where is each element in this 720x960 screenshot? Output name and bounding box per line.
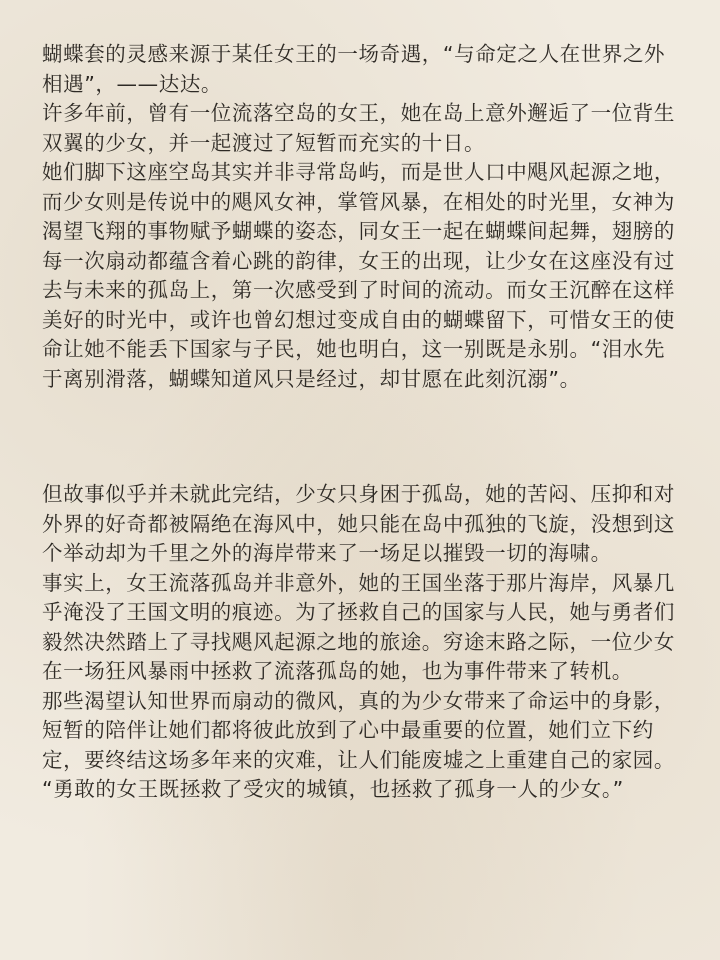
paragraph: “勇敢的女王既拯救了受灾的城镇，也拯救了孤身一人的少女。”: [42, 777, 624, 801]
section-gap: [42, 394, 684, 480]
paragraph: 蝴蝶套的灵感来源于某任女王的一场奇遇，“与命定之人在世界之外相遇”，——达达。: [42, 42, 666, 96]
paragraph: 那些渴望认知世界而扇动的微风，真的为少女带来了命运中的身影，短暂的陪伴让她们都将彼此放到了心中最重要的位置，她们立下约定，要终结这场多年来的灾难，让人们能废墟之上重建自己的家园。: [42, 688, 675, 772]
section-two: [42, 480, 684, 805]
paragraph: 事实上，女王流落孤岛并非意外，她的王国坐落于那片海岸，风暴几乎淹没了王国文明的痕迹。为了拯救自己的国家与人民，她与勇者们毅然决然踏上了寻找飓风起源之地的旅途。穷途末路之际，一位少女在一场狂风暴雨中拯救了流落孤岛的她，也为事件带来了转机。: [42, 570, 675, 683]
paragraph: 许多年前，曾有一位流落空岛的女王，她在岛上意外邂逅了一位背生双翼的少女，并一起渡过了短暂而充实的十日。: [42, 101, 675, 155]
paragraph: 但故事似乎并未就此完结，少女只身困于孤岛，她的苦闷、压抑和对外界的好奇都被隔绝在海风中，她只能在岛中孤独的飞旋，没想到这个举动却为千里之外的海岸带来了一场足以摧毁一切的海啸。: [42, 482, 675, 565]
section-one: [42, 40, 684, 394]
paragraph: 她们脚下这座空岛其实并非寻常岛屿，而是世人口中飓风起源之地，而少女则是传说中的飓风女神，掌管风暴，在相处的时光里，女神为渴望飞翔的事物赋予蝴蝶的姿态，同女王一起在蝴蝶间起舞，翅膀的每一次扇动都蕴含着心跳的韵律，女王的出现，让少女在这座没有过去与未来的孤岛上，第一次感受到了时间的流动。而女王沉醉在这样美好的时光中，或许也曾幻想过变成自由的蝴蝶留下，可惜女王的使命让她不能丢下国家与子民，她也明白，这一别既是永别。“泪水先于离别滑落，蝴蝶知道风只是经过，却甘愿在此刻沉溺”。: [42, 160, 675, 391]
